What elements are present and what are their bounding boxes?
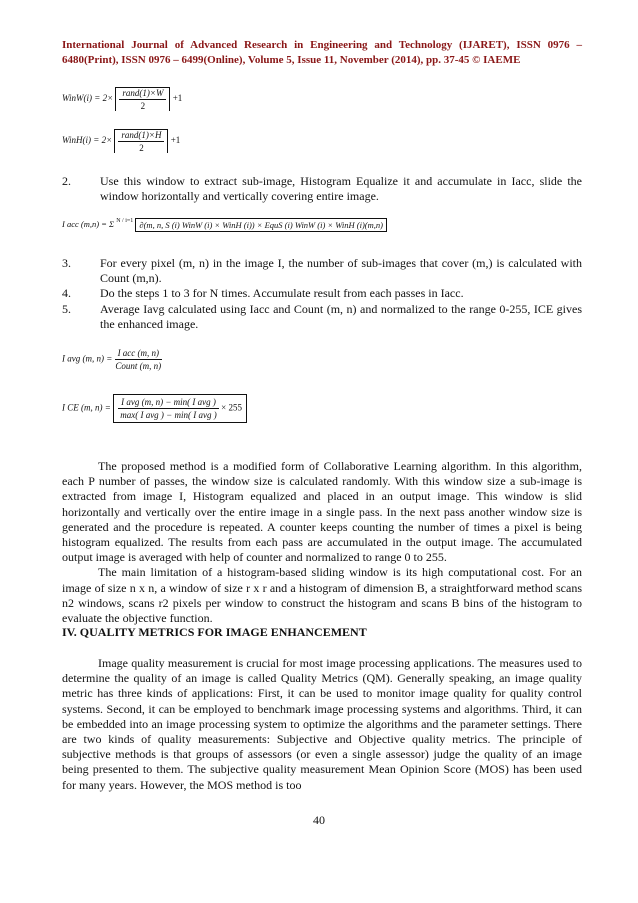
step-4: [62, 286, 582, 301]
equation-winw-rhs: +1: [172, 93, 183, 104]
equation-iavg-numerator: I acc (m, n): [115, 348, 162, 360]
step-4-text: Do the steps 1 to 3 for N times. Accumulate result from each passes in Iacc.: [100, 286, 464, 301]
equation-iacc-body: ∂(m, n, S (i) WinW (i) × WinH (i)) × EquS (i) WinW (i) × WinH (i)(m,n): [135, 218, 387, 232]
journal-header-line1: International Journal of Advanced Research in Engineering and Technology (IJARET), ISSN 0976 –: [62, 39, 582, 51]
equation-winw-ceil: [115, 87, 170, 111]
paragraph-quality-measurement: Image quality measurement is crucial for most image processing applications. The measures used to determine the quality of an image is called Quality Metrics (QM). Generally speaking, an image quality metric has three kinds of applications: First, it can be used to monitor image quality for quality control systems. Second, it can be employed to benchmark image processing systems and algorithms. Third, it can be embedded into an image processing system to optimize the algorithms and the parameter settings. There are two kinds of quality measurements: Subjective and Objective quality metrics. The principle of subjective methods is that groups of assessors (or even a single assessor) judge the quality of an image being presented to them. The subjective quality measurement Mean Opinion Score (MOS) has been used for many years. However, the MOS method is too: [62, 656, 582, 792]
journal-header: [62, 38, 582, 68]
step-5-text: Average Iavg calculated using Iacc and Count (m, n) and normalized to the range 0-255, ICE gives the enhanced image.: [100, 301, 582, 331]
step-2: [62, 174, 582, 204]
step-3-text: For every pixel (m, n) in the image I, the number of sub-images that cover (m,) is calculated with Count (m,n).: [100, 256, 582, 286]
equation-ice-fraction: [118, 397, 219, 420]
equation-winw: [62, 87, 182, 111]
equation-winh-fraction: [118, 130, 164, 153]
equation-winh: [62, 129, 180, 153]
step-3: [62, 256, 582, 286]
equation-iacc-limits: N / i=1: [116, 218, 134, 224]
equation-iavg-lhs: I avg (m, n) =: [62, 353, 113, 364]
equation-winw-lhs: WinW(i) = 2×: [62, 93, 114, 104]
equation-ice-lhs: I CE (m, n) =: [62, 402, 111, 413]
equation-winh-ceil: [114, 129, 168, 153]
body-paragraphs-1: [62, 459, 582, 626]
equation-iavg-denominator: Count (m, n): [115, 361, 162, 371]
step-2-text: Use this window to extract sub-image, Histogram Equalize it and accumulate in Iacc, slide the window horizontally and vertically covering entire image.: [100, 174, 582, 204]
page-number: 40: [313, 813, 325, 827]
body-paragraphs-2: [62, 656, 582, 793]
step-5-number: 5.: [62, 301, 71, 316]
equation-winh-lhs: WinH(i) = 2×: [62, 135, 113, 146]
paragraph-limitation: The main limitation of a histogram-based sliding window is its high computational cost. For an image of size n x n, a window of size r x r and a histogram of dimension B, a straightforward method scans n2 windows, scans r2 pixels per window to construct the histogram and scans B bins of the histogram to evaluate the objective function.: [62, 565, 582, 626]
step-2-number: 2.: [62, 174, 71, 188]
equation-winh-denominator: 2: [139, 143, 144, 153]
equation-winh-rhs: +1: [170, 135, 181, 146]
equation-ice-denominator: max( I avg ) − min( I avg ): [120, 410, 217, 420]
journal-header-line2: 6480(Print), ISSN 0976 – 6499(Online), Volume 5, Issue 11, November (2014), pp. 37-45 © IAEME: [62, 54, 521, 66]
equation-winw-fraction: [119, 88, 166, 111]
equation-iavg-fraction: [115, 348, 162, 371]
section-heading: IV. QUALITY METRICS FOR IMAGE ENHANCEMENT: [62, 625, 367, 639]
paragraph-collaborative-learning: The proposed method is a modified form of Collaborative Learning algorithm. In this algorithm, each P number of passes, the window size is calculated randomly. With this window size a sub-image is extracted from image I, Histogram equalized and placed in an output image. This window is slid horizontally and vertically over the entire image in a single pass. In the next pass another window size is generated and the procedure is repeated. A counter keeps counting the number of times a pixel is being histogram equalized. The results from each pass are accumulated in the output image. The accumulated output image is averaged with help of counter and normalized to range 0 to 255.: [62, 459, 582, 565]
step-5: [62, 302, 582, 332]
equation-ice: [62, 394, 247, 423]
equation-ice-bracket: [113, 394, 247, 423]
equation-iavg: [62, 348, 162, 371]
equation-iacc: [62, 218, 387, 232]
equation-ice-rhs: × 255: [221, 402, 242, 413]
equation-ice-numerator: I avg (m, n) − min( I avg ): [118, 397, 219, 409]
equation-winh-numerator: rand(1)×H: [118, 130, 164, 142]
equation-iacc-lhs: I acc (m,n) = Σ: [62, 218, 115, 229]
steps-3-5: [62, 256, 582, 332]
equation-winw-denominator: 2: [140, 101, 146, 111]
step-4-number: 4.: [62, 286, 71, 301]
step-3-number: 3.: [62, 256, 71, 270]
equation-winw-numerator: rand(1)×W: [119, 88, 166, 100]
